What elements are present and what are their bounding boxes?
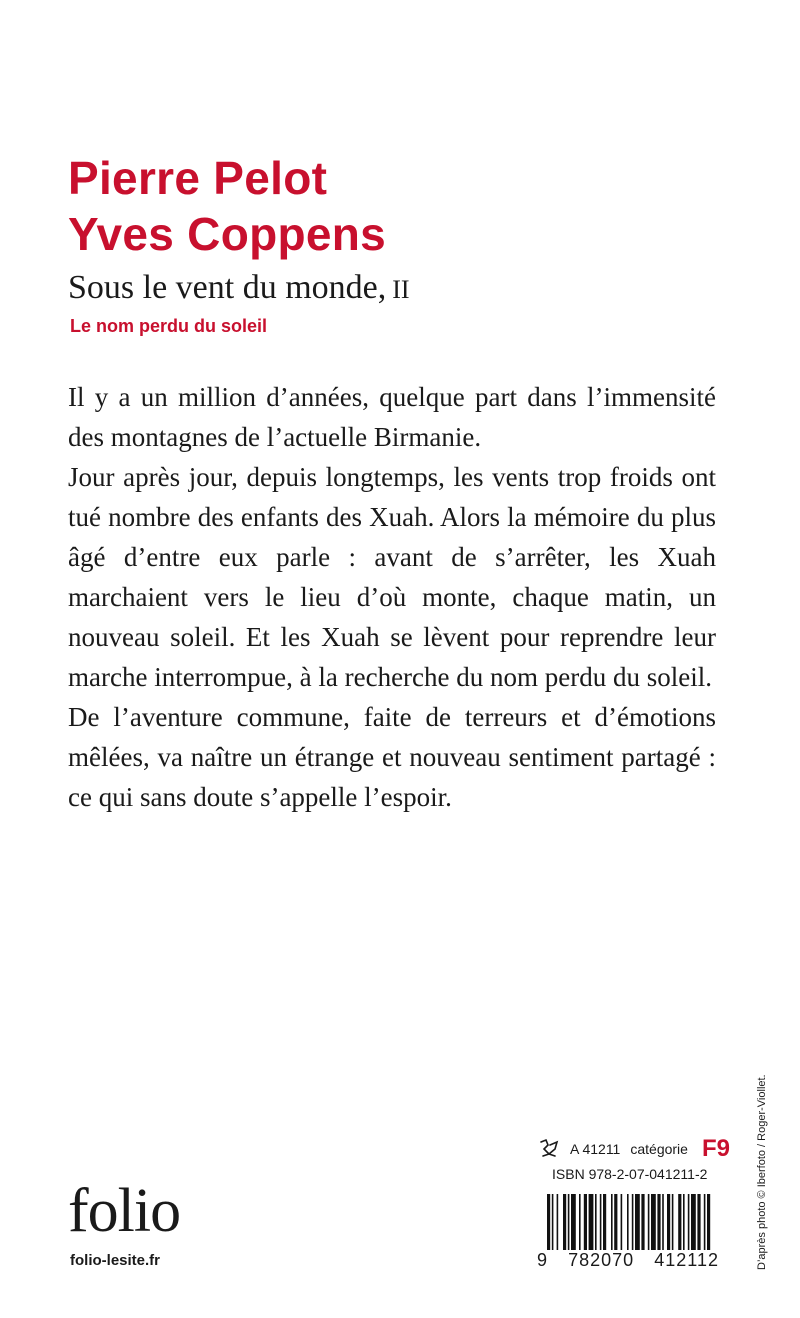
publisher-website: folio-lesite.fr xyxy=(70,1252,161,1269)
author-2: Yves Coppens xyxy=(68,208,387,260)
folio-mark-icon xyxy=(538,1138,560,1161)
barcode-bar xyxy=(600,1194,602,1250)
category-code: F9 xyxy=(701,1135,730,1162)
volume-number: II xyxy=(392,275,410,304)
barcode-bar xyxy=(595,1194,597,1250)
folio-logo: folio xyxy=(68,1177,181,1245)
barcode-bar xyxy=(648,1194,650,1250)
isbn: ISBN 978-2-07-041211-2 xyxy=(552,1166,708,1182)
barcode-bar xyxy=(704,1194,706,1250)
barcode-bar xyxy=(603,1194,606,1250)
barcode-bar xyxy=(568,1194,570,1250)
barcode-bar xyxy=(563,1194,566,1250)
blurb-paragraph: De l’aventure commune, faite de terreurs et d’émotions mêlées, va naître un étrange et nouveau sentiment partagé : ce qui sans doute s’appelle l’espoir. xyxy=(68,702,716,812)
barcode-bar xyxy=(579,1194,581,1250)
barcode-bar xyxy=(651,1194,656,1250)
barcode-bar xyxy=(552,1194,554,1250)
isbn-barcode xyxy=(537,1194,719,1276)
catalog-code: A 41211 xyxy=(570,1141,621,1157)
book-title xyxy=(68,266,410,312)
barcode-bar xyxy=(571,1194,576,1250)
barcode-bar xyxy=(683,1194,685,1250)
barcode-bar xyxy=(688,1194,690,1250)
blurb-paragraph: Il y a un million d’années, quelque part dans l’immensité des montagnes de l’actuelle Birmanie. xyxy=(68,382,716,452)
barcode-bar xyxy=(707,1194,710,1250)
barcode-bar xyxy=(672,1194,674,1250)
barcode-bar xyxy=(691,1194,696,1250)
title-text: Sous le vent du monde, xyxy=(68,269,387,306)
barcode-bar xyxy=(697,1194,700,1250)
barcode-bar xyxy=(589,1194,594,1250)
barcode-bars xyxy=(537,1194,719,1252)
back-cover-blurb xyxy=(68,377,716,817)
barcode-bar xyxy=(641,1194,644,1250)
catalog-info xyxy=(538,1134,730,1182)
barcode-bar xyxy=(614,1194,617,1250)
barcode-bar xyxy=(611,1194,613,1250)
barcode-bar xyxy=(667,1194,670,1250)
author-names xyxy=(68,150,386,262)
book-subtitle: Le nom perdu du soleil xyxy=(70,316,268,336)
category-label: catégorie xyxy=(630,1141,688,1157)
barcode-bar xyxy=(547,1194,550,1250)
barcode-bar xyxy=(662,1194,664,1250)
barcode-bar xyxy=(621,1194,623,1250)
barcode-bar xyxy=(635,1194,640,1250)
author-1: Pierre Pelot xyxy=(68,152,328,204)
barcode-bar xyxy=(657,1194,660,1250)
barcode-digits-lead: 9 xyxy=(537,1250,549,1270)
barcode-bar xyxy=(627,1194,629,1250)
photo-credit: D’après photo © Iberfoto / Roger-Viollet. xyxy=(756,1074,768,1270)
barcode-bar xyxy=(557,1194,559,1250)
barcode-bar xyxy=(584,1194,587,1250)
barcode-digits-left: 782070 xyxy=(568,1250,635,1270)
blurb-paragraph: Jour après jour, depuis longtemps, les vents trop froids ont tué nombre des enfants des Xuah. Alors la mémoire du plus âgé d’entre eux parle : avant de s’arrêter, les Xuah marchaient vers le lieu d’où monte, chaque matin, un nouveau soleil. Et les Xuah se lèvent pour reprendre leur marche interrompue, à la recherche du nom perdu du soleil. xyxy=(68,462,716,692)
barcode-bar xyxy=(632,1194,634,1250)
barcode-digits-right: 412112 xyxy=(654,1250,719,1270)
barcode-bar xyxy=(678,1194,681,1250)
